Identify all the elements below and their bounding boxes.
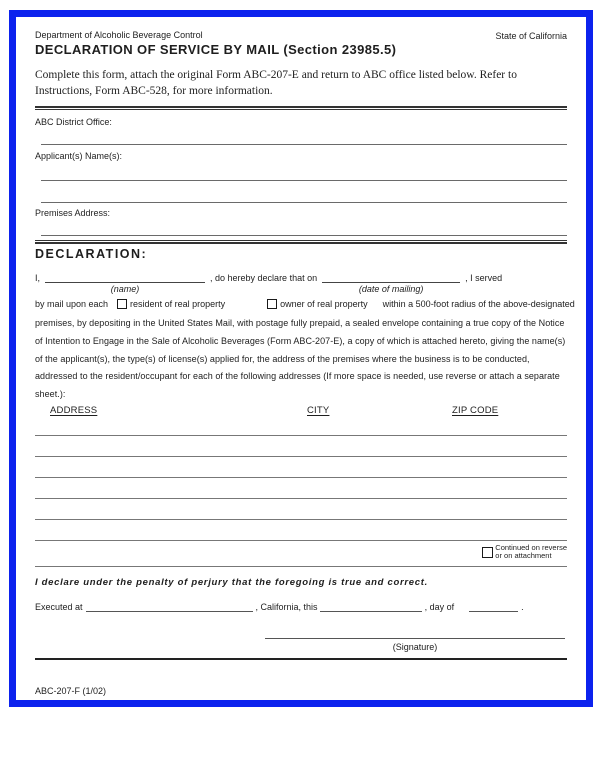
- premises-label: Premises Address:: [35, 208, 111, 218]
- applicants-label: Applicant(s) Name(s):: [35, 151, 123, 161]
- address-row-line-7[interactable]: [35, 541, 567, 567]
- signature-caption: (Signature): [392, 641, 438, 652]
- instructions-text: Complete this form, attach the original Form ABC-207-E and return to ABC office listed below. Refer to Instructions, Form ABC-528, for more information.: [35, 69, 517, 97]
- page-title: DECLARATION OF SERVICE BY MAIL (Section 23985.5): [35, 42, 397, 57]
- header-left: [35, 30, 396, 57]
- continued-label-line2: or on attachment: [495, 551, 552, 561]
- city-column-header: CITY: [307, 404, 330, 416]
- declaration-body: premises, by depositing in the United States Mail, with postage fully prepaid, a sealed envelope containing a true copy of the Notice of Intention to Engage in the Sale of Alcoholic Beverages (Form ABC-207-E), a copy of which is attached hereto, giving the name(s) of the applicant(s), the type(s) of license(s) applied for, the address of the premises where the business is to be conducted, addressed to the resident/occupant for each of the following addresses (If more space is needed, use reverse or attach a separate sheet.):: [35, 318, 566, 400]
- address-row-line-3[interactable]: [35, 457, 567, 478]
- address-row-line-6[interactable]: [35, 520, 567, 541]
- state-label: State of California: [495, 31, 567, 41]
- form-page: [16, 17, 586, 696]
- intro-prefix: I,: [35, 273, 41, 283]
- district-office-label: ABC District Office:: [35, 117, 112, 127]
- continued-label-line1: Continued on reverse: [495, 542, 567, 552]
- declaration-intro-row: [35, 271, 567, 294]
- name-caption: (name): [110, 284, 140, 294]
- address-row-line-5[interactable]: [35, 499, 567, 520]
- section-divider-top: [35, 106, 567, 110]
- resident-checkbox-label: resident of real property: [130, 299, 226, 309]
- day-of-text: , day of: [424, 601, 455, 612]
- executed-date-blank[interactable]: [320, 600, 422, 612]
- service-type-row: [35, 299, 575, 309]
- radius-text: within a 500-foot radius of the above-designated: [382, 299, 575, 309]
- resident-checkbox[interactable]: [117, 299, 127, 309]
- executed-day-blank[interactable]: [469, 600, 518, 612]
- owner-checkbox[interactable]: [267, 299, 277, 309]
- zip-column-header: ZIP CODE: [452, 404, 499, 416]
- intro-suffix: , I served: [465, 273, 503, 283]
- declarant-name-blank[interactable]: [45, 271, 205, 294]
- mailing-date-blank[interactable]: [322, 271, 460, 294]
- agency-name: Department of Alcoholic Beverage Control: [35, 30, 203, 40]
- signature-line[interactable]: [265, 638, 565, 639]
- address-row-line-2[interactable]: [35, 436, 567, 457]
- form-number: ABC-207-F (1/02): [35, 685, 107, 696]
- continued-label: [495, 544, 567, 561]
- intro-middle: , do hereby declare that on: [210, 273, 318, 283]
- form-header: [35, 30, 567, 57]
- continued-checkbox[interactable]: [482, 547, 493, 558]
- address-column-header: ADDRESS: [50, 404, 98, 416]
- execution-row: [35, 600, 567, 612]
- executed-at-text: Executed at: [35, 601, 83, 612]
- premises-line[interactable]: [41, 218, 567, 236]
- section-divider-declaration: [35, 240, 567, 244]
- address-row-line-4[interactable]: [35, 478, 567, 499]
- signature-block: [265, 638, 565, 652]
- applicants-line-2[interactable]: [41, 181, 567, 203]
- by-mail-text: by mail upon each: [35, 299, 109, 309]
- address-table-header: [35, 405, 567, 419]
- form-border: [9, 10, 593, 707]
- executed-place-blank[interactable]: [86, 600, 253, 612]
- period-text: .: [521, 601, 524, 612]
- district-office-line[interactable]: [41, 127, 567, 145]
- address-row-line-1[interactable]: [35, 419, 567, 436]
- california-this-text: , California, this: [255, 601, 318, 612]
- applicants-line-1[interactable]: [41, 161, 567, 181]
- perjury-statement: I declare under the penalty of perjury that the foregoing is true and correct.: [35, 576, 428, 588]
- footer-divider: [35, 658, 567, 660]
- owner-checkbox-label: owner of real property: [280, 299, 368, 309]
- declaration-heading: DECLARATION:: [35, 247, 148, 261]
- date-caption: (date of mailing): [358, 284, 424, 294]
